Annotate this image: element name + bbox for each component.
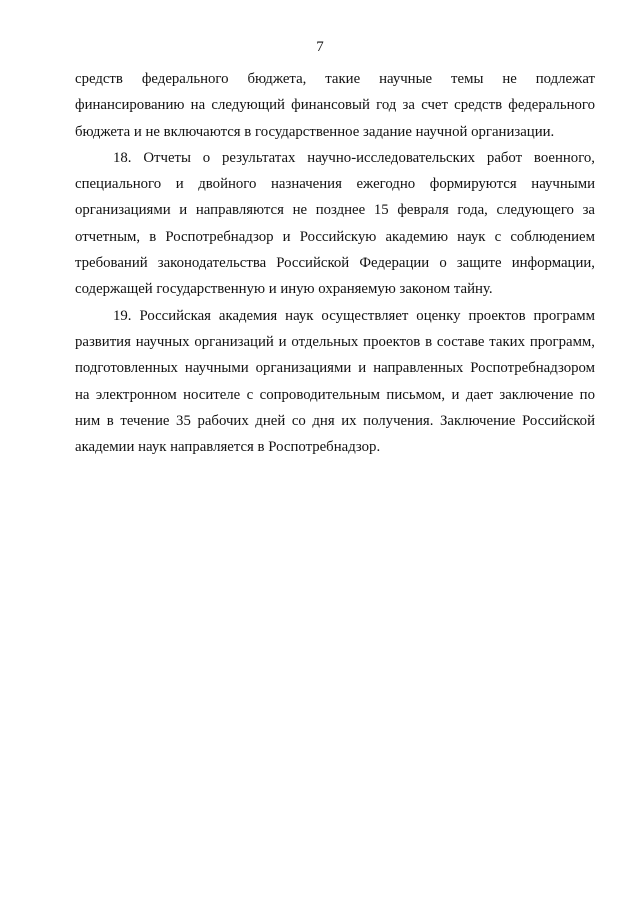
page-number: 7: [316, 39, 324, 55]
paragraph-item-18: 18. Отчеты о результатах научно-исследовательских работ военного, специального и двойного назначения ежегодно формируются научными организациями и направляются не позднее 15 февраля года, следующего за отчетным, в Роспотребнадзор и Российскую академию наук с соблюдением требований законодательства Российской Федерации о защите информации, содержащей государственную и иную охраняемую законом тайну.: [75, 149, 595, 298]
document-body: [75, 66, 595, 460]
paragraph-item-19: 19. Российская академия наук осуществляет оценку проектов программ развития научных организаций и отдельных проектов в составе таких программ, подготовленных научными организациями и направленных Роспотребнадзором на электронном носителе с сопроводительным письмом, и дает заключение по ним в течение 35 рабочих дней со дня их получения. Заключение Российской академии наук направляется в Роспотребнадзор.: [75, 307, 595, 456]
paragraph-continuation: средств федерального бюджета, такие научные темы не подлежат финансированию на следующий финансовый год за счет средств федерального бюджета и не включаются в государственное задание научной организации.: [75, 71, 595, 140]
